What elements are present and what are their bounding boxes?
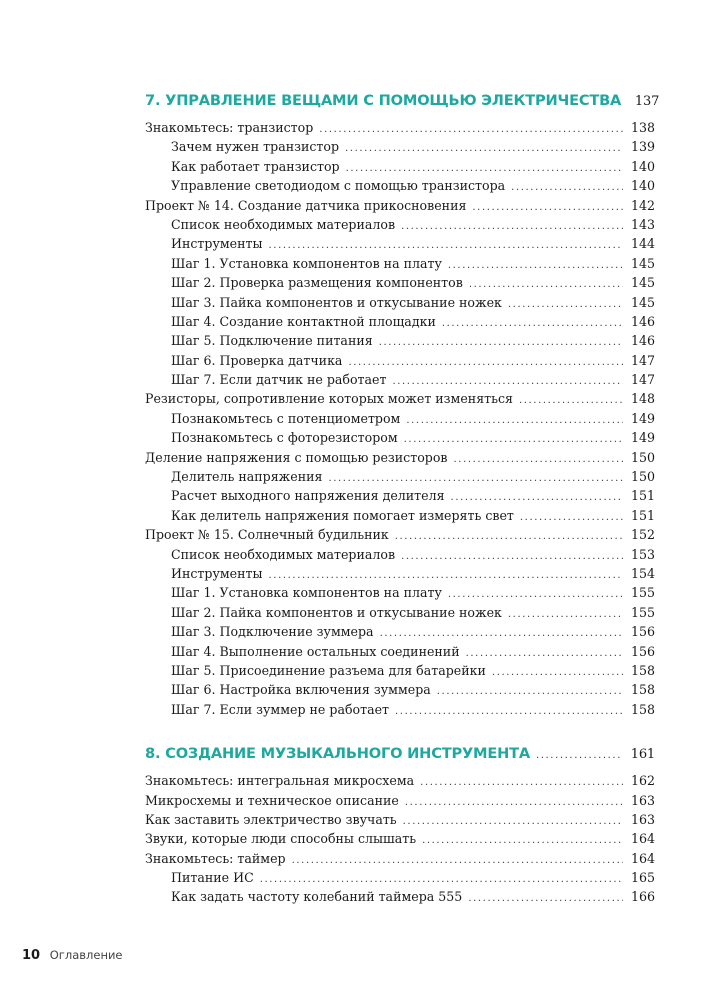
running-title: Оглавление	[49, 948, 123, 962]
dot-leader	[345, 139, 623, 158]
toc-subentry[interactable]	[145, 680, 655, 699]
toc-entry-title: Список необходимых материалов	[171, 216, 396, 232]
dot-leader	[422, 831, 623, 850]
toc-page-number: 158	[630, 662, 655, 678]
toc-page-number: 165	[630, 870, 655, 886]
toc-subentry[interactable]	[145, 661, 655, 680]
chapter-heading[interactable]	[145, 88, 660, 114]
toc-page-number: 156	[630, 624, 655, 640]
toc-chapter-section	[145, 88, 660, 719]
toc-subentry[interactable]	[145, 331, 655, 350]
dot-leader	[466, 644, 623, 663]
toc-entry-title: Как работает транзистор	[171, 158, 340, 174]
toc-subentry[interactable]	[145, 273, 655, 292]
toc-entry-title: Шаг 5. Подключение питания	[171, 333, 373, 349]
toc-entry-title: Инструменты	[171, 565, 263, 581]
dot-leader	[536, 743, 623, 769]
toc-entry-title: Резисторы, сопротивление которых может изменяться	[145, 391, 513, 407]
dot-leader	[448, 256, 623, 275]
toc-entry-title: Знакомьтесь: транзистор	[145, 120, 314, 135]
toc-entry-title: Познакомьтесь с фоторезистором	[171, 430, 398, 446]
dot-leader	[319, 120, 623, 139]
dot-leader	[520, 508, 623, 527]
toc-page-number: 150	[630, 469, 655, 485]
dot-leader	[511, 178, 623, 197]
toc-subentry[interactable]	[145, 887, 655, 906]
toc-entry-title: Шаг 7. Если зуммер не работает	[171, 701, 390, 717]
toc-entry[interactable]	[145, 810, 655, 829]
toc-page-number: 162	[630, 773, 655, 789]
toc-page-number: 166	[630, 889, 655, 905]
dot-leader	[292, 851, 623, 870]
dot-leader	[420, 773, 623, 792]
toc-subentry[interactable]	[145, 293, 655, 312]
toc-page-number: 164	[630, 831, 655, 847]
toc-entry-title: Познакомьтесь с потенциометром	[171, 410, 401, 426]
toc-entry-title: Микросхемы и техническое описание	[145, 792, 399, 808]
toc-entry-title: Шаг 1. Установка компонентов на плату	[171, 255, 442, 271]
toc-entry-title: Проект № 14. Создание датчика прикосновения	[145, 197, 467, 213]
toc-entry-title: Деление напряжения с помощью резисторов	[145, 449, 448, 465]
toc-page-number: 145	[630, 275, 655, 291]
toc-page-number: 156	[630, 643, 655, 659]
dot-leader	[442, 314, 623, 333]
toc-subentry[interactable]	[145, 254, 655, 273]
toc-entry-title: Шаг 4. Выполнение остальных соединений	[171, 643, 460, 659]
toc-entry-title: Как задать частоту колебаний таймера 555	[171, 889, 463, 905]
toc-page-number: 146	[630, 313, 655, 329]
toc-page-number: 155	[630, 585, 655, 601]
toc-page-number: 155	[630, 604, 655, 620]
toc-subentry[interactable]	[145, 215, 655, 234]
toc-entry[interactable]	[145, 448, 655, 467]
toc-entry-title: Шаг 1. Установка компонентов на плату	[171, 585, 442, 601]
toc-entry-title: Шаг 3. Пайка компонентов и откусывание ножек	[171, 294, 502, 310]
toc-entry[interactable]	[145, 771, 655, 790]
dot-leader	[454, 450, 623, 469]
toc-subentry[interactable]	[145, 428, 655, 447]
toc-entry-title: Знакомьтесь: таймер	[145, 850, 286, 866]
toc-subentry[interactable]	[145, 351, 655, 370]
toc-entry-title: Шаг 7. Если датчик не работает	[171, 372, 387, 388]
toc-page-number: 147	[630, 372, 655, 388]
dot-leader	[401, 217, 623, 236]
toc-subentry[interactable]	[145, 234, 655, 253]
dot-leader	[405, 793, 623, 812]
toc-page-number: 158	[630, 682, 655, 698]
toc-subentry[interactable]	[145, 467, 655, 486]
toc-page-number: 149	[630, 410, 655, 426]
toc-page-number: 158	[630, 701, 655, 717]
toc-page-number: 151	[630, 488, 655, 504]
toc-page-number: 139	[630, 139, 655, 155]
toc-entry[interactable]	[145, 829, 655, 848]
toc-entry[interactable]	[145, 849, 655, 868]
toc-page-number: 164	[630, 850, 655, 866]
dot-leader	[395, 527, 623, 546]
dot-leader	[492, 663, 623, 682]
toc-entry[interactable]	[145, 791, 655, 810]
toc-entry-title: Шаг 4. Создание контактной площадки	[171, 313, 436, 329]
dot-leader	[508, 605, 623, 624]
toc-subentry[interactable]	[145, 176, 655, 195]
toc-subentry[interactable]	[145, 564, 655, 583]
dot-leader	[472, 198, 623, 217]
toc-subentry[interactable]	[145, 312, 655, 331]
toc-subentry[interactable]	[145, 868, 655, 887]
toc-subentry[interactable]	[145, 137, 655, 156]
toc-subentry[interactable]	[145, 622, 655, 641]
toc-subentry[interactable]	[145, 642, 655, 661]
dot-leader	[437, 682, 623, 701]
toc-page-number: 163	[630, 792, 655, 808]
toc-subentry[interactable]	[145, 370, 655, 389]
toc-page-number: 143	[630, 216, 655, 232]
dot-leader	[379, 333, 623, 352]
toc-entry-title: Знакомьтесь: интегральная микросхема	[145, 773, 415, 789]
toc-entry-title: Шаг 2. Проверка размещения компонентов	[171, 275, 463, 291]
toc-page-number: 144	[630, 236, 655, 252]
toc-page-number: 150	[630, 449, 655, 465]
toc-subentry[interactable]	[145, 583, 655, 602]
toc-subentry[interactable]	[145, 409, 655, 428]
toc-subentry[interactable]	[145, 603, 655, 622]
toc-subentry[interactable]	[145, 486, 655, 505]
toc-page-number: 163	[630, 811, 655, 827]
chapter-heading[interactable]	[145, 741, 655, 767]
toc-entry-title: Проект № 15. Солнечный будильник	[145, 527, 389, 543]
toc-entry-title: Зачем нужен транзистор	[171, 139, 340, 155]
toc-page-number: 140	[630, 178, 655, 194]
toc-page-number: 145	[630, 255, 655, 271]
toc-subentry[interactable]	[145, 700, 655, 719]
dot-leader	[403, 812, 623, 831]
toc-subentry[interactable]	[145, 157, 655, 176]
toc-entry[interactable]	[145, 196, 655, 215]
toc-entry-title: Расчет выходного напряжения делителя	[171, 488, 445, 504]
toc-page-number: 151	[630, 507, 655, 523]
toc-entry-title: 8. СОЗДАНИЕ МУЗЫКАЛЬНОГО ИНСТРУМЕНТА	[145, 745, 530, 763]
toc-entry-title: Питание ИС	[171, 870, 254, 886]
toc-page-number: 149	[630, 430, 655, 446]
toc-page-number: 161	[630, 747, 655, 763]
dot-leader	[395, 702, 623, 721]
toc-page-number: 137	[634, 94, 660, 109]
toc-entry-title: Список необходимых материалов	[171, 546, 396, 562]
page-number: 10	[22, 948, 41, 963]
toc-entry-title: Шаг 6. Проверка датчика	[171, 352, 343, 368]
toc-entry-title: Как заставить электричество звучать	[145, 811, 397, 827]
toc-page-number: 140	[630, 158, 655, 174]
dot-leader	[519, 391, 623, 410]
toc-entry[interactable]	[145, 118, 655, 137]
toc-entry-title: Шаг 3. Подключение зуммера	[171, 624, 374, 640]
toc-entry-title: Как делитель напряжения помогает измерять свет	[171, 507, 514, 523]
toc-entry[interactable]	[145, 389, 655, 408]
toc-entry[interactable]	[145, 525, 655, 544]
toc-entry-title: Звуки, которые люди способны слышать	[145, 831, 417, 847]
toc-chapter-section	[145, 741, 655, 907]
toc-subentry[interactable]	[145, 545, 655, 564]
toc-page-number: 138	[630, 120, 655, 135]
toc-entry-title: Делитель напряжения	[171, 469, 323, 485]
page-footer	[22, 948, 123, 963]
dot-leader	[406, 411, 623, 430]
dot-leader	[508, 295, 623, 314]
toc-page-number: 153	[630, 546, 655, 562]
toc-entry-title: 7. УПРАВЛЕНИЕ ВЕЩАМИ С ПОМОЩЬЮ ЭЛЕКТРИЧЕСТВА	[145, 92, 622, 109]
toc-entry-title: Инструменты	[171, 236, 263, 252]
dot-leader	[401, 547, 623, 566]
toc-page-number: 145	[630, 294, 655, 310]
toc-entry-title: Шаг 2. Пайка компонентов и откусывание ножек	[171, 604, 502, 620]
toc-page-number: 152	[630, 527, 655, 543]
toc-page-number: 146	[630, 333, 655, 349]
toc-entry-title: Шаг 5. Присоединение разъема для батарейки	[171, 662, 486, 678]
toc-page-number: 154	[630, 565, 655, 581]
dot-leader	[468, 889, 623, 908]
toc-subentry[interactable]	[145, 506, 655, 525]
toc-page-number: 148	[630, 391, 655, 407]
dot-leader	[348, 353, 623, 372]
table-of-contents	[145, 88, 660, 907]
toc-entry-title: Управление светодиодом с помощью транзистора	[171, 178, 506, 194]
toc-page-number: 142	[630, 197, 655, 213]
toc-page-number: 147	[630, 352, 655, 368]
toc-entry-title: Шаг 6. Настройка включения зуммера	[171, 682, 431, 698]
